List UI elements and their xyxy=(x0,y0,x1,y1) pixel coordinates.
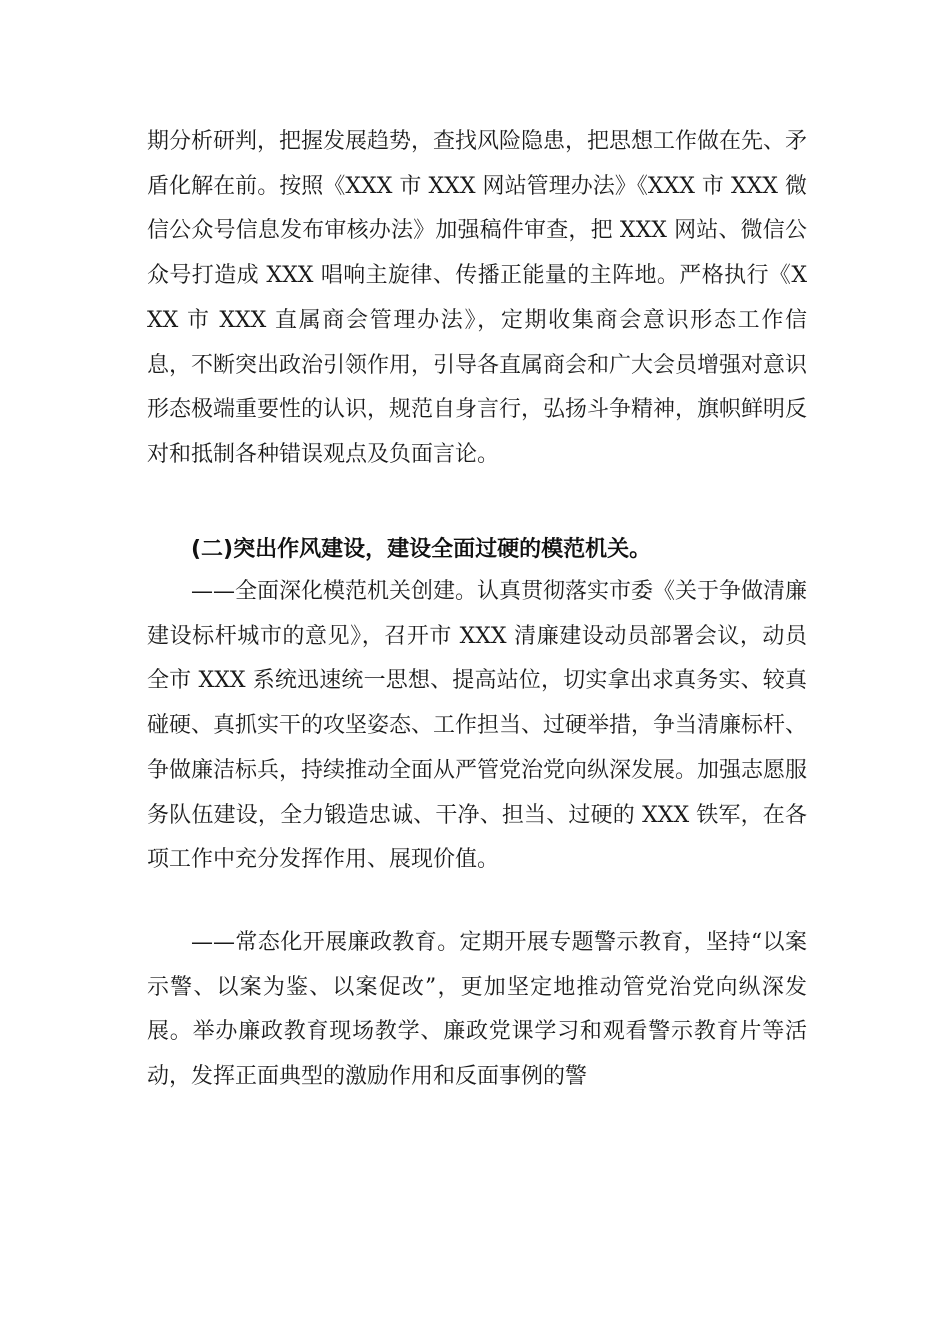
body-paragraph-2: ——全面深化模范机关创建。认真贯彻落实市委《关于争做清廉建设标杆城市的意见》，召开市 XXX 清廉建设动员部署会议，动员全市 XXX 系统迅速统一思想、提高站位，切实拿出求真务实、较真碰硬、真抓实干的攻坚姿态、工作担当、过硬举措，争当清廉标杆、争做廉洁标兵，持续推动全面从严管党治党向纵深发展。加强志愿服务队伍建设，全力锻造忠诚、干净、担当、过硬的 XXX 铁军，在各项工作中充分发挥作用、展现价值。 xyxy=(147,579,808,873)
body-paragraph-3: ——常态化开展廉政教育。定期开展专题警示教育，坚持“以案示警、以案为鉴、以案促改”，更加坚定地推动管党治党向纵深发展。举办廉政教育现场教学、廉政党课学习和观看警示教育片等活动，发挥正面典型的激励作用和反面事例的警 xyxy=(147,930,807,1090)
body-paragraph-1: 期分析研判，把握发展趋势，查找风险隐患，把思想工作做在先、矛盾化解在前。按照《XXX 市 XXX 网站管理办法》《XXX 市 XXX 微信公众号信息发布审核办法》加强稿件审查，把 XXX 网站、微信公众号打造成 XXX 唱响主旋律、传播正能量的主阵地。严格执行《XXX 市 XXX 直属商会管理办法》，定期收集商会意识形态工作信息，不断突出政治引领作用，引导各直属商会和广大会员增强对意识形态极端重要性的认识，规范自身言行，弘扬斗争精神，旗帜鲜明反对和抵制各种错误观点及负面言论。 xyxy=(147,129,808,467)
section-heading: (二)突出作风建设，建设全面过硬的模范机关。 xyxy=(191,537,652,562)
